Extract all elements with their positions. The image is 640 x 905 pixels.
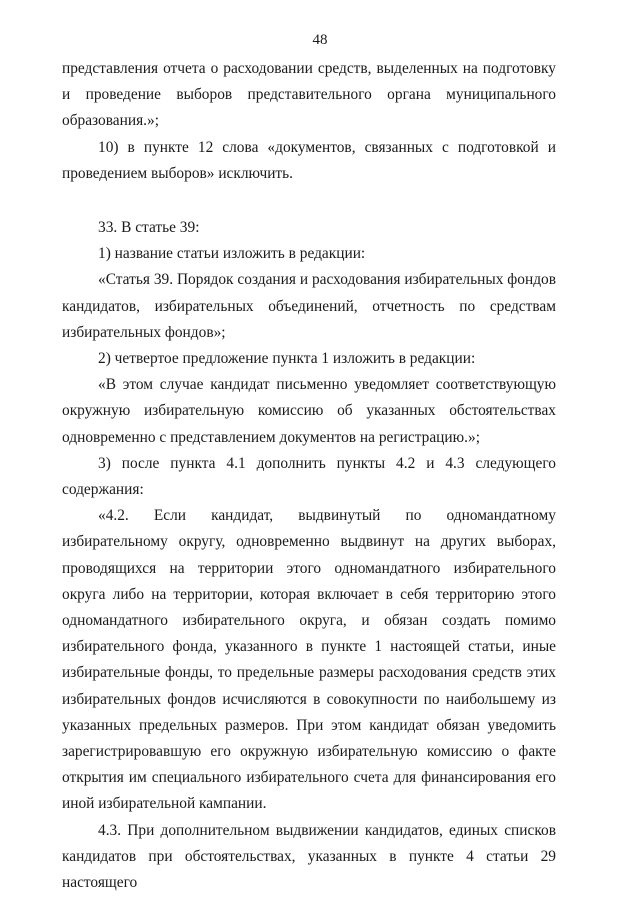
paragraph-item-10: 10) в пункте 12 слова «документов, связанных с подготовкой и проведением выборов» исключить. [62, 138, 556, 182]
document-body [62, 56, 556, 896]
paragraph-continuation: представления отчета о расходовании средств, выделенных на подготовку и проведение выборов представительного органа муниципального образования.»; [62, 60, 556, 130]
paragraph-item-3: 3) после пункта 4.1 дополнить пункты 4.2 и 4.3 следующего содержания: [62, 454, 556, 499]
page-number: 48 [312, 32, 328, 48]
paragraph-notification-quote: «В этом случае кандидат письменно уведомляет соответствующую окружную избирательную комиссию об указанных обстоятельствах одновременно с представлением документов на регистрацию.»; [62, 376, 556, 446]
paragraph-item-1: 1) название статьи изложить в редакции: [98, 245, 366, 263]
paragraph-section-33: 33. В статье 39: [98, 219, 200, 237]
paragraph-clause-4-2: «4.2. Если кандидат, выдвинутый по одномандатному избирательному округу, одновременно выдвинут на других выборах, проводящихся на территории этого одномандатного избирательного округа либо на территории, которая включает в себя территорию этого одномандатного избирательного округа, и обязан создать помимо избирательного фонда, указанного в пункте 1 настоящей статьи, иные избирательные фонды, то предельные размеры расходования средств этих избирательных фондов исчисляются в совокупности по наибольшему из указанных предельных размеров. При этом кандидат обязан уведомить зарегистрировавшую его окружную избирательную комиссию о факте открытия им специального избирательного счета для финансирования его иной избирательной кампании. [62, 507, 556, 813]
paragraph-clause-4-3: 4.3. При дополнительном выдвижении кандидатов, единых списков кандидатов при обстоятельствах, указанных в пункте 4 статьи 29 настоящего [62, 821, 556, 892]
paragraph-item-2: 2) четвертое предложение пункта 1 изложить в редакции: [98, 350, 476, 368]
paragraph-article-title-quote: «Статья 39. Порядок создания и расходования избирательных фондов кандидатов, избирательных объединений, отчетность по средствам избирательных фондов»; [62, 271, 556, 341]
